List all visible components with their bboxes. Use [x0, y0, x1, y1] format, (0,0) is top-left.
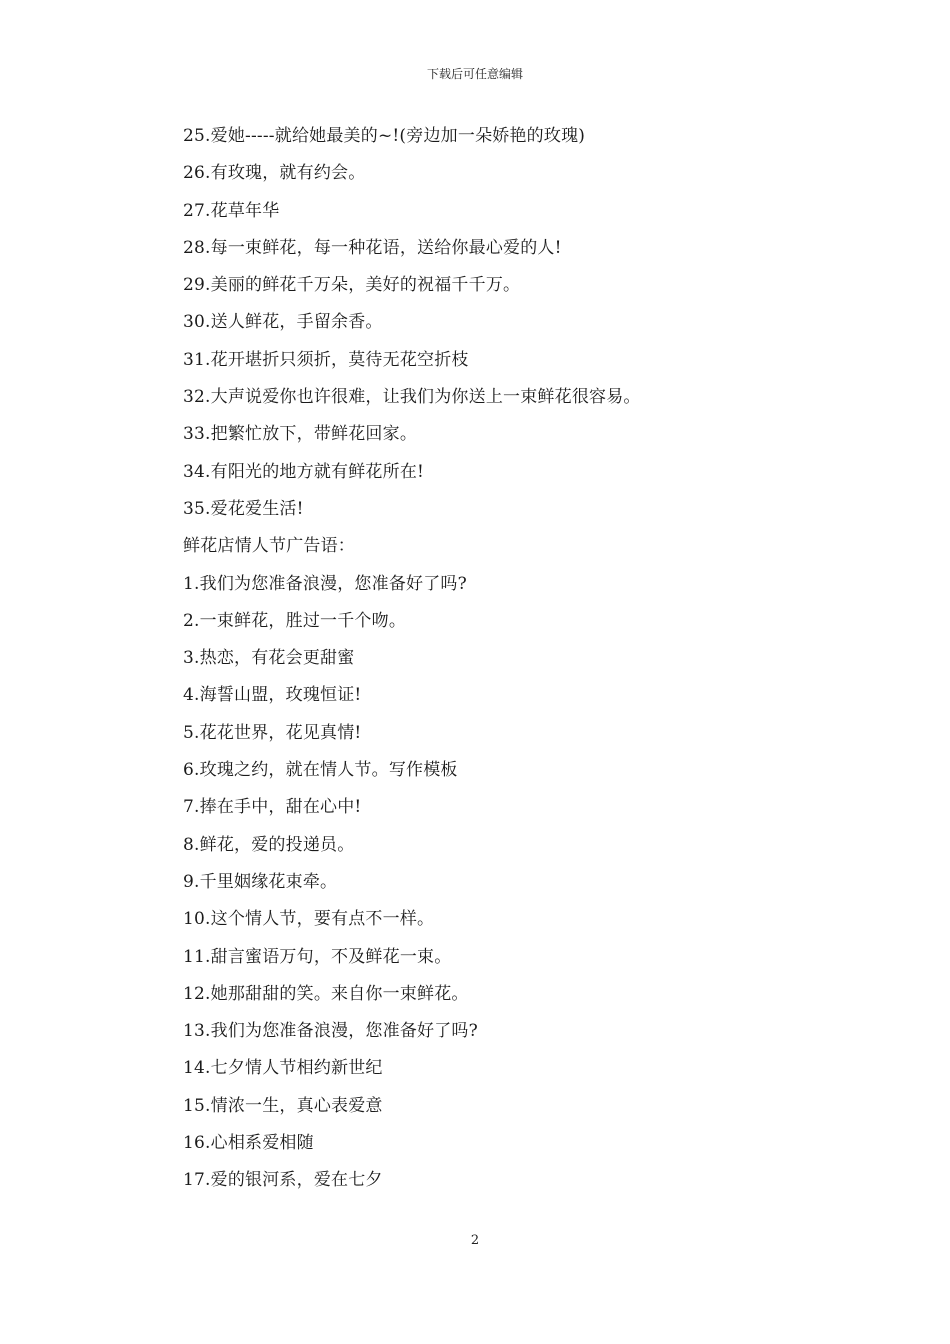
text-line: 12.她那甜甜的笑。来自你一束鲜花。: [183, 983, 469, 1004]
text-line: 5.花花世界，花见真情!: [183, 722, 362, 743]
text-line: 13.我们为您准备浪漫，您准备好了吗?: [183, 1021, 478, 1042]
text-line: 1.我们为您准备浪漫，您准备好了吗?: [183, 573, 467, 594]
text-line: 9.千里姻缘花束牵。: [183, 871, 338, 892]
text-line: 34.有阳光的地方就有鲜花所在!: [183, 461, 425, 482]
page-number: 2: [470, 1233, 480, 1248]
text-line: 15.情浓一生，真心表爱意: [183, 1095, 383, 1116]
text-line: 8.鲜花，爱的投递员。: [183, 834, 355, 855]
text-line: 29.美丽的鲜花千万朵，美好的祝福千千万。: [183, 275, 521, 296]
text-line: 14.七夕情人节相约新世纪: [183, 1058, 383, 1079]
text-line: 31.花开堪折只须折，莫待无花空折枝: [183, 349, 469, 370]
text-line: 3.热恋，有花会更甜蜜: [183, 648, 355, 669]
text-line: 11.甜言蜜语万句，不及鲜花一束。: [183, 946, 452, 967]
document-body: [183, 118, 883, 1200]
section-heading: 鲜花店情人节广告语：: [183, 536, 355, 557]
text-line: 6.玫瑰之约，就在情人节。写作模板: [183, 760, 458, 781]
text-line: 26.有玫瑰，就有约会。: [183, 163, 366, 184]
text-line: 7.捧在手中，甜在心中!: [183, 797, 362, 818]
text-line: 35.爱花爱生活!: [183, 498, 304, 519]
text-line: 25.爱她-----就给她最美的~!(旁边加一朵娇艳的玫瑰): [183, 126, 586, 146]
text-line: 17.爱的银河系，爱在七夕: [183, 1170, 383, 1191]
text-line: 28.每一束鲜花，每一种花语，送给你最心爱的人!: [183, 237, 562, 258]
text-line: 33.把繁忙放下，带鲜花回家。: [183, 424, 418, 445]
text-line: 30.送人鲜花，手留余香。: [183, 312, 383, 333]
page-header: 下载后可任意编辑: [426, 67, 523, 81]
text-line: 2.一束鲜花，胜过一千个吻。: [183, 610, 407, 631]
text-line: 32.大声说爱你也许很难，让我们为你送上一束鲜花很容易。: [183, 387, 641, 408]
text-line: 4.海誓山盟，玫瑰恒证!: [183, 685, 362, 706]
text-line: 16.心相系爱相随: [183, 1133, 314, 1154]
text-line: 27.花草年华: [183, 200, 280, 221]
text-line: 10.这个情人节，要有点不一样。: [183, 909, 435, 930]
